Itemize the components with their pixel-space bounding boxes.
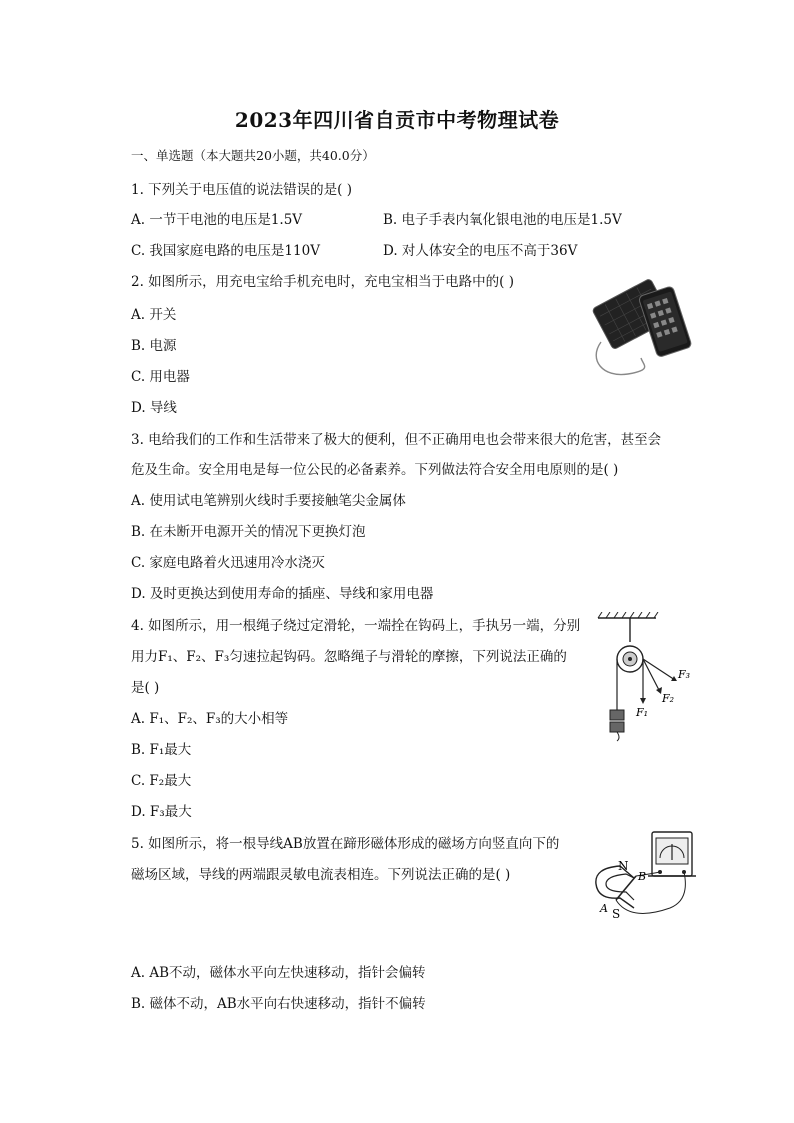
q2-option-b: B. 电源 bbox=[131, 338, 177, 354]
pulley-figure bbox=[596, 612, 706, 742]
force-label-f3: F₃ bbox=[678, 668, 691, 681]
q2-option-a: A. 开关 bbox=[131, 307, 177, 323]
q1-option-b: B. 电子手表内氧化银电池的电压是1.5V bbox=[383, 212, 622, 228]
magnet-south-label: S bbox=[612, 907, 621, 921]
q5-option-a: A. AB不动，磁体水平向左快速移动，指针会偏转 bbox=[131, 965, 426, 981]
wire-end-a-label: A bbox=[600, 902, 608, 915]
q1-option-c: C. 我国家庭电路的电压是110V bbox=[131, 243, 320, 259]
q3-option-c: C. 家庭电路着火迅速用冷水浇灭 bbox=[131, 555, 325, 571]
q5-option-b: B. 磁体不动，AB水平向右快速移动，指针不偏转 bbox=[131, 996, 426, 1012]
force-label-f1: F₁ bbox=[636, 706, 649, 719]
question-5-stem-1: 5. 如图所示，将一根导线AB放置在蹄形磁体形成的磁场方向竖直向下的 bbox=[131, 836, 560, 852]
question-4-stem-2: 用力F₁、F₂、F₃匀速拉起钩码。忽略绳子与滑轮的摩擦，下列说法正确的 bbox=[131, 649, 567, 665]
magnet-north-label: N bbox=[618, 859, 629, 873]
question-3-stem-1: 3. 电给我们的工作和生活带来了极大的便利，但不正确用电也会带来很大的危害，甚至会 bbox=[131, 432, 662, 448]
q4-option-c: C. F₂最大 bbox=[131, 773, 192, 789]
q2-option-d: D. 导线 bbox=[131, 400, 177, 416]
q4-option-b: B. F₁最大 bbox=[131, 742, 192, 758]
powerbank-phone-figure bbox=[583, 270, 693, 382]
q4-option-d: D. F₃最大 bbox=[131, 804, 192, 820]
section-heading: 一、单选题（本大题共20小题，共40.0分） bbox=[131, 148, 375, 163]
page-title: 2023年四川省自贡市中考物理试卷 bbox=[234, 108, 560, 132]
q1-option-a: A. 一节干电池的电压是1.5V bbox=[131, 212, 303, 228]
q3-option-d: D. 及时更换达到使用寿命的插座、导线和家用电器 bbox=[131, 586, 434, 602]
question-3-stem-2: 危及生命。安全用电是每一位公民的必备素养。下列做法符合安全用电原则的是( ) bbox=[131, 462, 619, 478]
magnet-galvanometer-figure bbox=[590, 828, 700, 922]
q2-option-c: C. 用电器 bbox=[131, 369, 190, 385]
q3-option-a: A. 使用试电笔辨别火线时手要接触笔尖金属体 bbox=[131, 493, 406, 509]
q1-option-d: D. 对人体安全的电压不高于36V bbox=[383, 243, 578, 259]
wire-end-b-label: B bbox=[638, 870, 647, 883]
force-label-f2: F₂ bbox=[662, 692, 675, 705]
q4-option-a: A. F₁、F₂、F₃的大小相等 bbox=[131, 711, 289, 727]
question-1-stem: 1. 下列关于电压值的说法错误的是( ) bbox=[131, 182, 352, 198]
question-4-stem-3: 是( ) bbox=[131, 680, 160, 696]
question-4-stem-1: 4. 如图所示，用一根绳子绕过定滑轮，一端拴在钩码上，手执另一端，分别 bbox=[131, 618, 581, 634]
question-5-stem-2: 磁场区域，导线的两端跟灵敏电流表相连。下列说法正确的是( ) bbox=[131, 867, 511, 883]
question-2-stem: 2. 如图所示，用充电宝给手机充电时，充电宝相当于电路中的( ) bbox=[131, 274, 514, 290]
q3-option-b: B. 在未断开电源开关的情况下更换灯泡 bbox=[131, 524, 366, 540]
